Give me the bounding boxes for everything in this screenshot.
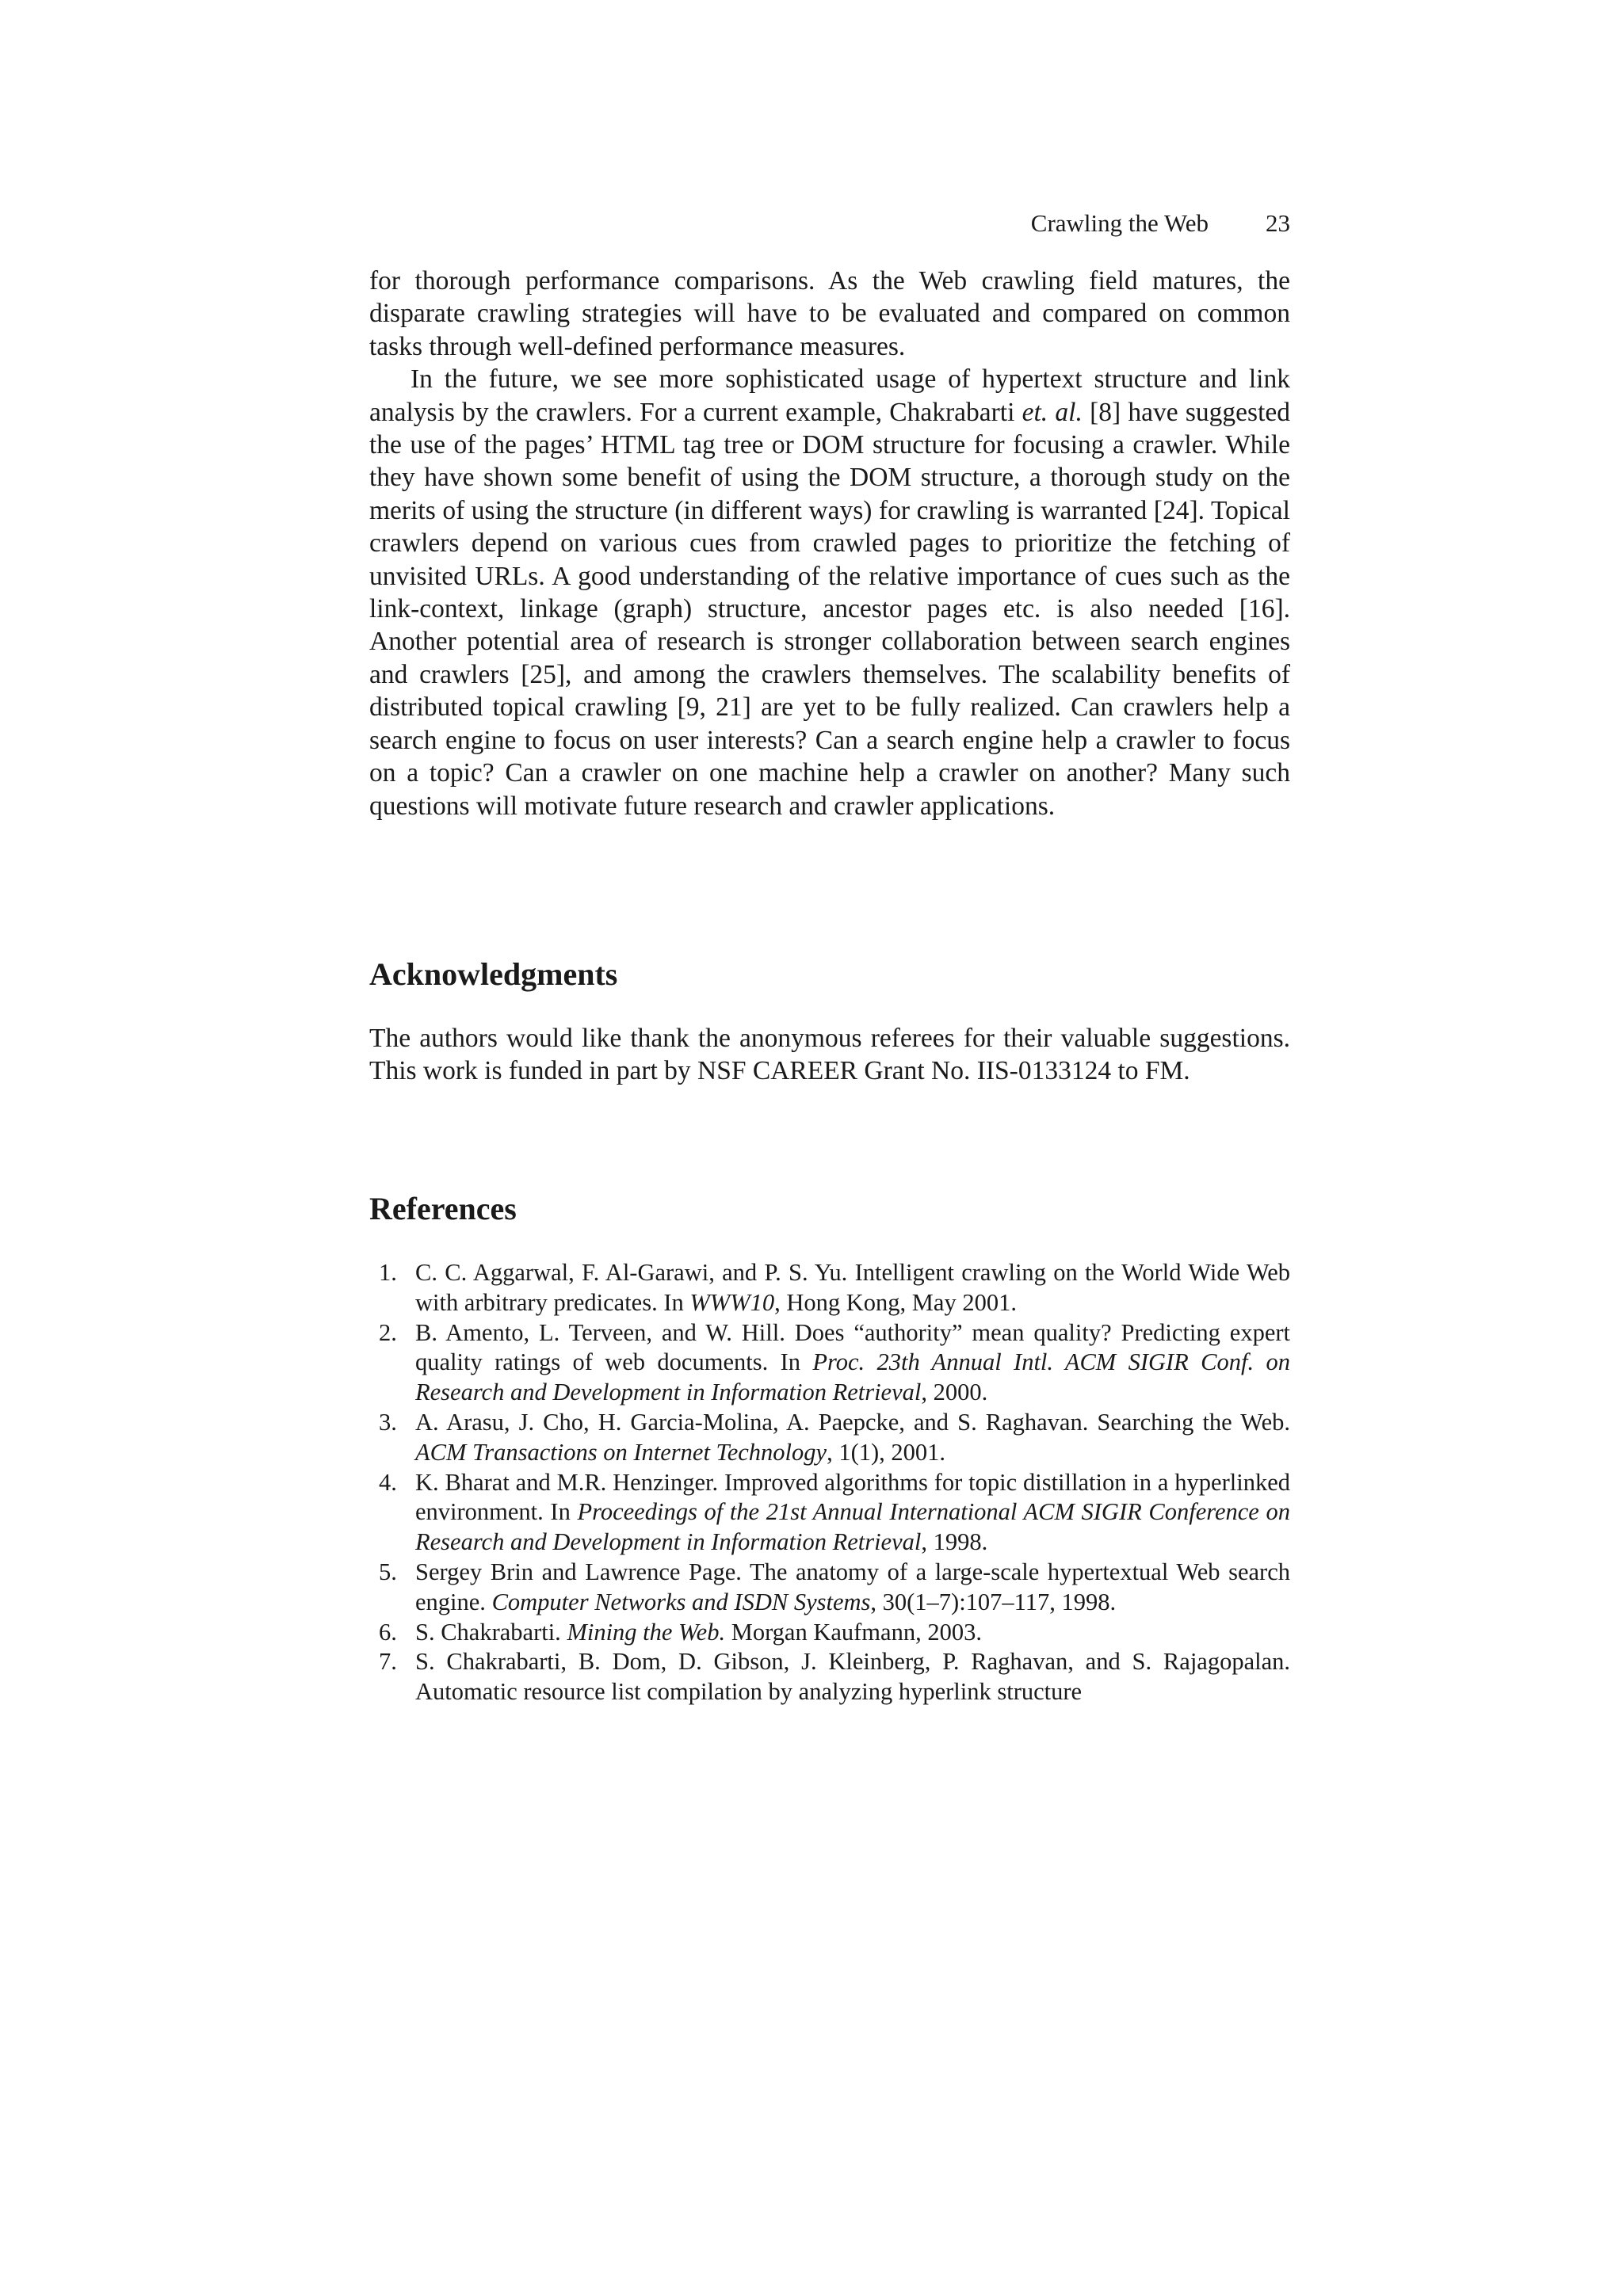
reference-tail: , 2000. <box>921 1379 988 1406</box>
body-text <box>369 265 1290 822</box>
running-head <box>369 208 1290 239</box>
reference-text: K. Bharat and M.R. Henzinger. Improved algorithms for topic distillation in a hyperlinked environment. In <box>415 1468 1290 1526</box>
reference-number: 2. <box>379 1318 397 1346</box>
reference-venue: Computer Networks and ISDN Systems <box>491 1588 871 1615</box>
running-title: Crawling the Web <box>1030 209 1209 237</box>
body-paragraph-2-part-a: In the future, we see more sophisticated usage of hypertext structure and link analysis by the crawlers. For a current example, Chakrabarti <box>369 364 1290 427</box>
references-list <box>369 1258 1290 1707</box>
reference-text: S. Chakrabarti, B. Dom, D. Gibson, J. Kleinberg, P. Raghavan, and S. Rajagopalan. Automatic resource list compilation by analyzing hyperlink structure <box>415 1648 1290 1706</box>
reference-text: S. Chakrabarti. <box>415 1618 567 1646</box>
reference-text: A. Arasu, J. Cho, H. Garcia-Molina, A. Paepcke, and S. Raghavan. Searching the Web. <box>415 1408 1290 1436</box>
reference-number: 6. <box>379 1618 397 1646</box>
reference-venue: WWW10 <box>689 1288 775 1316</box>
body-paragraph-2 <box>369 363 1290 822</box>
body-paragraph-2-etal: et. al. <box>1022 397 1083 427</box>
reference-item <box>369 1558 1290 1618</box>
reference-venue: Proceedings of the 21st Annual International ACM SIGIR Conference on Research and Development in Information Retrieval <box>415 1498 1290 1556</box>
reference-item <box>369 1468 1290 1558</box>
reference-item <box>369 1258 1290 1318</box>
reference-text: C. C. Aggarwal, F. Al-Garawi, and P. S. Yu. Intelligent crawling on the World Wide Web with arbitrary predicates. In <box>415 1259 1290 1316</box>
reference-item <box>369 1647 1290 1707</box>
reference-number: 4. <box>379 1468 397 1496</box>
reference-tail: , 1998. <box>921 1528 988 1556</box>
reference-tail: , Hong Kong, May 2001. <box>774 1288 1017 1316</box>
reference-venue: ACM Transactions on Internet Technology <box>415 1438 827 1466</box>
reference-text: Sergey Brin and Lawrence Page. The anatomy of a large-scale hypertextual Web search engine. <box>415 1558 1290 1615</box>
reference-number: 3. <box>379 1408 397 1436</box>
reference-number: 7. <box>379 1648 397 1676</box>
page-number: 23 <box>1266 209 1290 237</box>
reference-tail: , 1(1), 2001. <box>827 1438 946 1466</box>
references-heading: References <box>369 1191 517 1226</box>
reference-item <box>369 1318 1290 1408</box>
reference-tail: Morgan Kaufmann, 2003. <box>725 1618 982 1646</box>
acknowledgments-heading: Acknowledgments <box>369 956 618 992</box>
reference-number: 5. <box>379 1558 397 1585</box>
body-paragraph-1: for thorough performance comparisons. As the Web crawling field matures, the disparate crawling strategies will have to be evaluated and compared on common tasks through well-defined performance measures. <box>369 266 1290 361</box>
reference-item <box>369 1618 1290 1648</box>
reference-item <box>369 1408 1290 1468</box>
reference-venue: Mining the Web. <box>567 1618 726 1646</box>
acknowledgments-text: The authors would like thank the anonymous referees for their valuable suggestions. This work is funded in part by NSF CAREER Grant No. IIS-0133124 to FM. <box>369 1024 1290 1086</box>
body-paragraph-2-part-b: [8] have suggested the use of the pages’ HTML tag tree or DOM structure for focusing a crawler. While they have shown some benefit of using the DOM structure, a thorough study on the merits of using the structure (in different ways) for crawling is warranted [24]. Topical crawlers depend on various cues from crawled pages to prioritize the fetching of unvisited URLs. A good understanding of the relative importance of cues such as the link-context, linkage (graph) structure, ancestor pages etc. is also needed [16]. Another potential area of research is stronger collaboration between search engines and crawlers [25], and among the crawlers themselves. The scalability benefits of distributed topical crawling [9, 21] are yet to be fully realized. Can crawlers help a search engine to focus on user interests? Can a search engine help a crawler to focus on a topic? Can a crawler on one machine help a crawler on another? Many such questions will motivate future research and crawler applications. <box>369 397 1291 821</box>
reference-tail: , 30(1–7):107–117, 1998. <box>870 1588 1117 1615</box>
reference-number: 1. <box>379 1259 397 1286</box>
reference-text: B. Amento, L. Terveen, and W. Hill. Does “authority” mean quality? Predicting expert quality ratings of web documents. In <box>415 1318 1290 1376</box>
reference-venue: Proc. 23th Annual Intl. ACM SIGIR Conf. on Research and Development in Information Retrieval <box>415 1348 1290 1406</box>
